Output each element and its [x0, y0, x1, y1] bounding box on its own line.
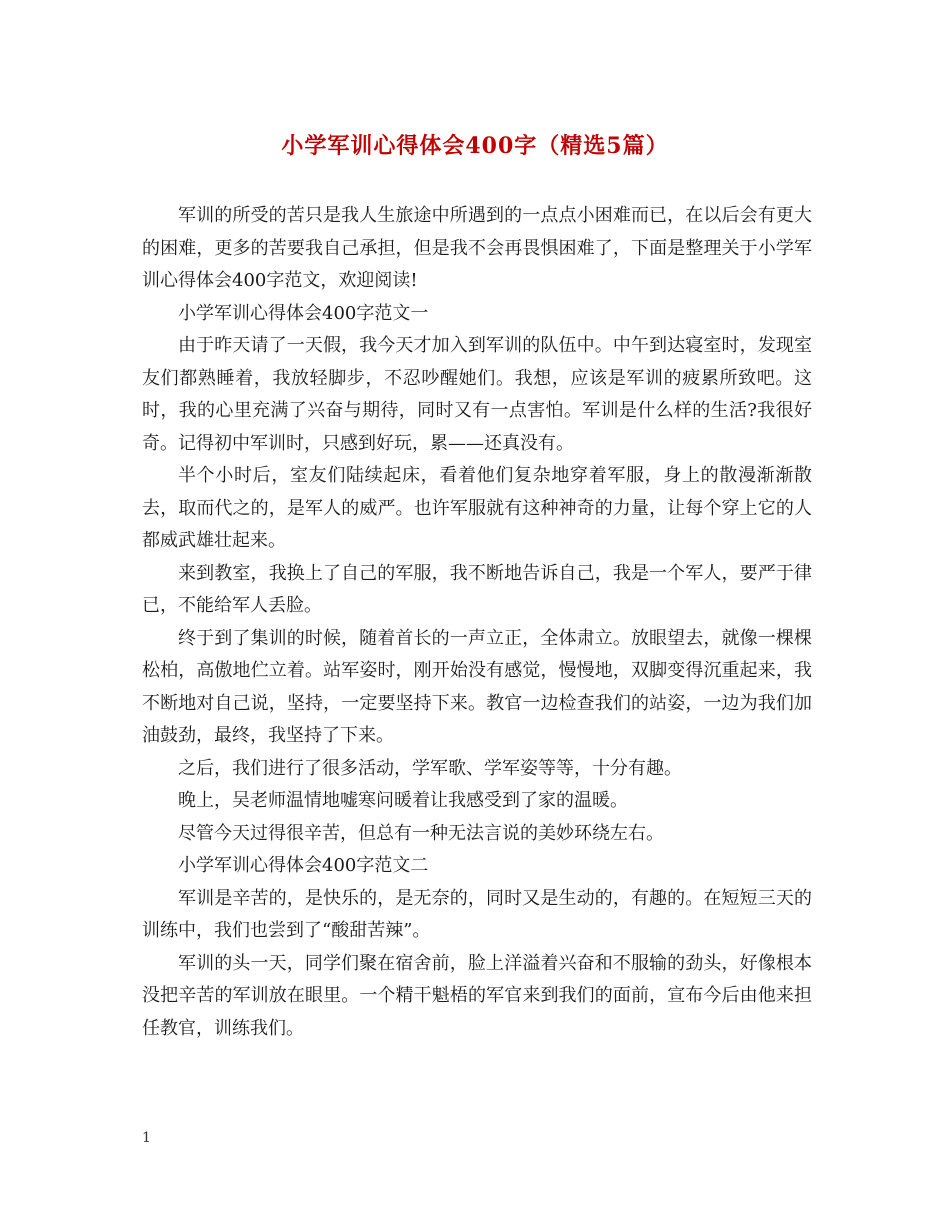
paragraph: 军训是辛苦的，是快乐的，是无奈的，同时又是生动的，有趣的。在短短三天的训练中，我们也尝到了“酸甜苦辣”。 — [142, 887, 812, 941]
paragraph-intro: 军训的所受的苦只是我人生旅途中所遇到的一点点小困难而已，在以后会有更大的困难，更多的苦要我自己承担，但是我不会再畏惧困难了，下面是整理关于小学军训心得体会400字范文，欢迎阅读! — [142, 205, 812, 291]
paragraph: 来到教室，我换上了自己的军服，我不断地告诉自己，我是一个军人，要严于律已，不能给军人丢脸。 — [142, 562, 812, 616]
paragraph: 尽管今天过得很辛苦，但总有一种无法言说的美妙环绕左右。 — [178, 822, 664, 844]
paragraph: 晚上，吴老师温情地嘘寒问暖着让我感受到了家的温暖。 — [178, 790, 628, 811]
paragraph: 之后，我们进行了很多活动，学军歌、学军姿等等，十分有趣。 — [178, 757, 682, 779]
document-title: 小学军训心得体会400字（精选5篇） — [281, 133, 669, 159]
paragraph: 终于到了集训的时候，随着首长的一声立正，全体肃立。放眼望去，就像一棵棵松柏，高傲地伫立着。站军姿时，刚开始没有感觉，慢慢地，双脚变得沉重起来，我不断地对自己说，坚持，一定要坚持下来。教官一边检查我们的站姿，一边为我们加油鼓劲，最终，我坚持了下来。 — [142, 627, 812, 746]
paragraph: 半个小时后，室友们陆续起床，看着他们复杂地穿着军服，身上的散漫渐渐散去，取而代之的，是军人的威严。也许军服就有这种神奇的力量，让每个穿上它的人都威武雄壮起来。 — [142, 465, 812, 551]
document-body — [142, 200, 812, 1045]
paragraph: 军训的头一天，同学们聚在宿舍前，脸上洋溢着兴奋和不服输的劲头，好像根本没把辛苦的军训放在眼里。一个精干魁梧的军官来到我们的面前，宣布今后由他来担任教官，训练我们。 — [142, 952, 812, 1039]
page-number: 1 — [142, 1130, 151, 1146]
paragraph: 由于昨天请了一天假，我今天才加入到军训的队伍中。中午到达寝室时，发现室友们都熟睡着，我放轻脚步，不忍吵醒她们。我想，应该是军训的疲累所致吧。这时，我的心里充满了兴奋与期待，同时又有一点害怕。军训是什么样的生活?我很好奇。记得初中军训时，只感到好玩，累——还真没有。 — [142, 335, 812, 454]
section-heading-2: 小学军训心得体会400字范文二 — [178, 855, 429, 876]
section-heading-1: 小学军训心得体会400字范文一 — [178, 302, 429, 324]
